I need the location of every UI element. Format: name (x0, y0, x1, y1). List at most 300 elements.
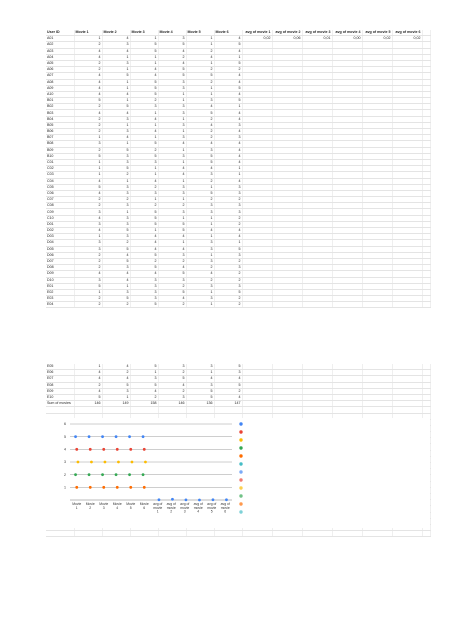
rating-cell[interactable]: 4 (158, 48, 186, 54)
avg-value-cell[interactable]: 0,00 (332, 36, 362, 42)
rating-cell[interactable]: 3 (158, 135, 186, 141)
rating-cell[interactable]: 4 (214, 234, 242, 240)
rating-cell[interactable]: 2 (214, 197, 242, 203)
user-id-cell[interactable]: B05 (46, 122, 74, 128)
rating-cell[interactable]: 2 (130, 394, 158, 400)
rating-cell[interactable]: 3 (158, 252, 186, 258)
rating-cell[interactable]: 4 (130, 234, 158, 240)
rating-cell[interactable]: 2 (214, 296, 242, 302)
user-id-cell[interactable]: B07 (46, 135, 74, 141)
rating-cell[interactable]: 5 (130, 382, 158, 388)
rating-cell[interactable]: 5 (102, 166, 130, 172)
user-id-cell[interactable]: A01 (46, 36, 74, 42)
rating-cell[interactable]: 4 (214, 73, 242, 79)
user-id-cell[interactable]: E05 (46, 364, 74, 370)
user-id-cell[interactable]: A05 (46, 60, 74, 66)
rating-cell[interactable]: 3 (186, 283, 214, 289)
rating-cell[interactable]: 4 (214, 129, 242, 135)
rating-cell[interactable]: 1 (214, 166, 242, 172)
column-header[interactable]: avg of movie 6 (392, 30, 422, 36)
rating-cell[interactable]: 4 (186, 166, 214, 172)
rating-cell[interactable]: 2 (214, 388, 242, 394)
rating-cell[interactable]: 5 (130, 85, 158, 91)
empty-cell[interactable] (46, 531, 74, 537)
rating-cell[interactable]: 2 (74, 104, 102, 110)
rating-cell[interactable]: 2 (74, 302, 102, 308)
rating-cell[interactable]: 5 (130, 221, 158, 227)
rating-cell[interactable]: 4 (102, 364, 130, 370)
rating-cell[interactable]: 2 (186, 197, 214, 203)
rating-cell[interactable]: 1 (130, 36, 158, 42)
rating-cell[interactable]: 2 (74, 42, 102, 48)
column-header[interactable]: Movie 5 (186, 30, 214, 36)
user-id-cell[interactable]: A10 (46, 91, 74, 97)
rating-cell[interactable]: 5 (158, 42, 186, 48)
rating-cell[interactable]: 3 (102, 215, 130, 221)
rating-cell[interactable]: 2 (130, 258, 158, 264)
rating-cell[interactable]: 4 (102, 376, 130, 382)
rating-cell[interactable]: 4 (74, 79, 102, 85)
rating-cell[interactable]: 4 (102, 271, 130, 277)
rating-cell[interactable]: 5 (102, 246, 130, 252)
rating-cell[interactable]: 3 (102, 153, 130, 159)
rating-cell[interactable]: 3 (130, 190, 158, 196)
rating-cell[interactable]: 4 (214, 394, 242, 400)
rating-cell[interactable]: 3 (74, 209, 102, 215)
rating-cell[interactable]: 3 (158, 394, 186, 400)
rating-cell[interactable]: 4 (102, 135, 130, 141)
rating-cell[interactable]: 2 (130, 184, 158, 190)
rating-cell[interactable]: 5 (102, 147, 130, 153)
user-id-cell[interactable]: B06 (46, 129, 74, 135)
rating-cell[interactable]: 4 (74, 48, 102, 54)
empty-cell[interactable] (392, 531, 422, 537)
empty-cell[interactable] (362, 531, 392, 537)
user-id-cell[interactable]: B09 (46, 147, 74, 153)
rating-cell[interactable]: 3 (158, 190, 186, 196)
rating-cell[interactable]: 3 (130, 296, 158, 302)
rating-cell[interactable]: 4 (158, 166, 186, 172)
rating-cell[interactable]: 1 (102, 85, 130, 91)
rating-cell[interactable]: 5 (186, 110, 214, 116)
user-id-cell[interactable]: D02 (46, 228, 74, 234)
rating-cell[interactable]: 1 (74, 159, 102, 165)
rating-cell[interactable]: 4 (130, 178, 158, 184)
rating-cell[interactable]: 4 (214, 159, 242, 165)
user-id-cell[interactable]: E02 (46, 289, 74, 295)
user-id-cell[interactable]: A03 (46, 48, 74, 54)
rating-cell[interactable]: 5 (214, 289, 242, 295)
rating-cell[interactable]: 3 (186, 258, 214, 264)
rating-cell[interactable]: 4 (158, 172, 186, 178)
rating-cell[interactable]: 2 (74, 60, 102, 66)
rating-cell[interactable]: 1 (74, 36, 102, 42)
rating-cell[interactable]: 5 (214, 98, 242, 104)
column-header[interactable]: User ID (46, 30, 74, 36)
rating-cell[interactable]: 1 (102, 178, 130, 184)
user-id-cell[interactable]: D05 (46, 246, 74, 252)
user-id-cell[interactable]: C05 (46, 184, 74, 190)
user-id-cell[interactable]: E07 (46, 376, 74, 382)
rating-cell[interactable]: 4 (214, 116, 242, 122)
avg-value-cell[interactable]: 0,02 (392, 36, 422, 42)
user-id-cell[interactable]: A02 (46, 42, 74, 48)
rating-cell[interactable]: 1 (102, 122, 130, 128)
empty-cell[interactable] (74, 531, 102, 537)
rating-cell[interactable]: 1 (186, 221, 214, 227)
sum-label-cell[interactable]: Sum of movies (46, 401, 74, 407)
rating-cell[interactable]: 1 (130, 228, 158, 234)
rating-cell[interactable]: 4 (214, 48, 242, 54)
rating-cell[interactable]: 4 (158, 60, 186, 66)
column-header[interactable]: Movie 3 (130, 30, 158, 36)
rating-cell[interactable]: 5 (102, 296, 130, 302)
rating-cell[interactable]: 2 (186, 178, 214, 184)
rating-cell[interactable]: 5 (130, 141, 158, 147)
rating-cell[interactable]: 4 (214, 376, 242, 382)
avg-value-cell[interactable]: 0,02 (242, 36, 272, 42)
rating-cell[interactable]: 3 (74, 240, 102, 246)
rating-cell[interactable]: 2 (158, 258, 186, 264)
rating-cell[interactable]: 1 (186, 234, 214, 240)
sum-cell[interactable]: 136 (186, 401, 214, 407)
rating-cell[interactable]: 5 (74, 98, 102, 104)
rating-cell[interactable]: 3 (130, 376, 158, 382)
rating-cell[interactable]: 4 (74, 376, 102, 382)
rating-cell[interactable]: 4 (74, 54, 102, 60)
rating-cell[interactable]: 1 (74, 289, 102, 295)
rating-cell[interactable]: 3 (102, 289, 130, 295)
rating-cell[interactable]: 4 (74, 228, 102, 234)
rating-cell[interactable]: 5 (186, 388, 214, 394)
column-header[interactable]: avg of movie 3 (302, 30, 332, 36)
rating-cell[interactable]: 4 (214, 141, 242, 147)
rating-cell[interactable]: 3 (102, 42, 130, 48)
rating-cell[interactable]: 4 (214, 178, 242, 184)
rating-cell[interactable]: 5 (74, 394, 102, 400)
rating-cell[interactable]: 4 (158, 296, 186, 302)
rating-cell[interactable]: 3 (130, 289, 158, 295)
rating-cell[interactable]: 3 (158, 277, 186, 283)
column-header[interactable]: avg of movie 1 (242, 30, 272, 36)
user-id-cell[interactable]: D08 (46, 265, 74, 271)
rating-cell[interactable]: 1 (130, 60, 158, 66)
rating-cell[interactable]: 5 (214, 85, 242, 91)
rating-cell[interactable]: 1 (130, 166, 158, 172)
sum-cell[interactable]: 146 (158, 401, 186, 407)
rating-cell[interactable]: 4 (214, 110, 242, 116)
rating-cell[interactable]: 5 (158, 289, 186, 295)
user-id-cell[interactable]: D10 (46, 277, 74, 283)
sum-cell[interactable]: 158 (130, 401, 158, 407)
rating-cell[interactable]: 2 (74, 116, 102, 122)
rating-cell[interactable]: 3 (130, 283, 158, 289)
rating-cell[interactable]: 1 (158, 178, 186, 184)
rating-cell[interactable]: 3 (186, 240, 214, 246)
rating-cell[interactable]: 1 (214, 172, 242, 178)
rating-cell[interactable]: 2 (214, 271, 242, 277)
rating-cell[interactable]: 3 (186, 98, 214, 104)
rating-cell[interactable]: 3 (158, 122, 186, 128)
rating-cell[interactable]: 3 (102, 234, 130, 240)
rating-cell[interactable]: 2 (158, 388, 186, 394)
rating-cell[interactable]: 2 (214, 302, 242, 308)
rating-cell[interactable]: 1 (130, 172, 158, 178)
rating-cell[interactable]: 1 (74, 234, 102, 240)
user-id-cell[interactable]: C06 (46, 190, 74, 196)
rating-cell[interactable]: 4 (102, 48, 130, 54)
rating-cell[interactable]: 2 (158, 370, 186, 376)
rating-cell[interactable]: 2 (214, 258, 242, 264)
rating-cell[interactable]: 1 (158, 240, 186, 246)
rating-cell[interactable]: 5 (74, 283, 102, 289)
rating-cell[interactable]: 2 (74, 197, 102, 203)
rating-cell[interactable]: 2 (186, 48, 214, 54)
user-id-cell[interactable]: D03 (46, 234, 74, 240)
rating-cell[interactable]: 1 (130, 197, 158, 203)
rating-cell[interactable]: 1 (186, 289, 214, 295)
user-id-cell[interactable]: D04 (46, 240, 74, 246)
rating-cell[interactable]: 4 (74, 91, 102, 97)
user-id-cell[interactable]: C08 (46, 203, 74, 209)
rating-cell[interactable]: 5 (186, 153, 214, 159)
rating-cell[interactable]: 1 (214, 104, 242, 110)
user-id-cell[interactable]: E08 (46, 382, 74, 388)
rating-cell[interactable]: 5 (186, 159, 214, 165)
rating-cell[interactable]: 2 (102, 197, 130, 203)
rating-cell[interactable]: 4 (130, 271, 158, 277)
rating-cell[interactable]: 4 (214, 228, 242, 234)
user-id-cell[interactable]: B10 (46, 153, 74, 159)
rating-cell[interactable]: 1 (186, 252, 214, 258)
rating-cell[interactable]: 1 (74, 166, 102, 172)
column-header[interactable]: avg of movie 4 (332, 30, 362, 36)
rating-cell[interactable]: 5 (74, 153, 102, 159)
rating-cell[interactable]: 2 (74, 129, 102, 135)
rating-cell[interactable]: 4 (74, 85, 102, 91)
user-id-cell[interactable]: A04 (46, 54, 74, 60)
avg-value-cell[interactable]: 0,02 (362, 36, 392, 42)
rating-cell[interactable]: 3 (186, 147, 214, 153)
rating-cell[interactable]: 2 (102, 240, 130, 246)
rating-cell[interactable]: 3 (214, 135, 242, 141)
rating-cell[interactable]: 3 (214, 209, 242, 215)
rating-cell[interactable]: 4 (186, 376, 214, 382)
rating-cell[interactable]: 3 (102, 265, 130, 271)
rating-cell[interactable]: 4 (74, 178, 102, 184)
rating-cell[interactable]: 2 (102, 172, 130, 178)
rating-cell[interactable]: 1 (158, 215, 186, 221)
rating-cell[interactable]: 1 (102, 67, 130, 73)
rating-cell[interactable]: 4 (186, 141, 214, 147)
rating-cell[interactable]: 5 (158, 221, 186, 227)
sum-cell[interactable]: 149 (102, 401, 130, 407)
user-id-cell[interactable]: B02 (46, 104, 74, 110)
rating-cell[interactable]: 4 (74, 271, 102, 277)
rating-cell[interactable]: 2 (186, 116, 214, 122)
empty-cell[interactable] (362, 302, 392, 308)
rating-cell[interactable]: 4 (186, 271, 214, 277)
user-id-cell[interactable]: C04 (46, 178, 74, 184)
rating-cell[interactable]: 5 (130, 265, 158, 271)
rating-cell[interactable]: 2 (186, 265, 214, 271)
rating-cell[interactable]: 5 (130, 209, 158, 215)
user-id-cell[interactable]: C10 (46, 215, 74, 221)
rating-cell[interactable]: 1 (158, 197, 186, 203)
rating-cell[interactable]: 4 (102, 252, 130, 258)
user-id-cell[interactable]: C07 (46, 197, 74, 203)
rating-cell[interactable]: 5 (102, 104, 130, 110)
rating-cell[interactable]: 5 (130, 91, 158, 97)
rating-cell[interactable]: 2 (74, 296, 102, 302)
rating-cell[interactable]: 2 (186, 79, 214, 85)
rating-cell[interactable]: 3 (158, 85, 186, 91)
rating-cell[interactable]: 4 (158, 382, 186, 388)
rating-cell[interactable]: 4 (130, 116, 158, 122)
rating-cell[interactable]: 1 (158, 129, 186, 135)
rating-cell[interactable]: 3 (158, 184, 186, 190)
rating-cell[interactable]: 5 (214, 246, 242, 252)
empty-cell[interactable] (332, 302, 362, 308)
user-id-cell[interactable]: B01 (46, 98, 74, 104)
rating-cell[interactable]: 2 (74, 67, 102, 73)
rating-cell[interactable]: 5 (130, 302, 158, 308)
avg-value-cell[interactable]: 0,01 (302, 36, 332, 42)
user-id-cell[interactable]: A07 (46, 73, 74, 79)
rating-cell[interactable]: 5 (158, 73, 186, 79)
rating-cell[interactable]: 4 (186, 104, 214, 110)
rating-cell[interactable]: 1 (186, 184, 214, 190)
rating-cell[interactable]: 5 (158, 376, 186, 382)
user-id-cell[interactable]: A08 (46, 79, 74, 85)
rating-cell[interactable]: 3 (102, 129, 130, 135)
rating-cell[interactable]: 3 (158, 364, 186, 370)
rating-cell[interactable]: 3 (102, 116, 130, 122)
user-id-cell[interactable]: D07 (46, 258, 74, 264)
rating-cell[interactable]: 1 (186, 302, 214, 308)
rating-cell[interactable]: 4 (74, 388, 102, 394)
rating-cell[interactable]: 2 (186, 135, 214, 141)
rating-cell[interactable]: 1 (102, 283, 130, 289)
empty-cell[interactable] (242, 531, 272, 537)
rating-cell[interactable]: 1 (130, 122, 158, 128)
rating-cell[interactable]: 4 (130, 388, 158, 394)
rating-cell[interactable]: 3 (186, 296, 214, 302)
column-header[interactable]: avg of movie 5 (362, 30, 392, 36)
rating-cell[interactable]: 4 (102, 91, 130, 97)
user-id-cell[interactable]: E01 (46, 283, 74, 289)
empty-cell[interactable] (332, 531, 362, 537)
user-id-cell[interactable]: B03 (46, 110, 74, 116)
user-id-cell[interactable]: E10 (46, 394, 74, 400)
rating-cell[interactable]: 5 (130, 42, 158, 48)
rating-cell[interactable]: 5 (102, 382, 130, 388)
rating-cell[interactable]: 3 (130, 159, 158, 165)
rating-cell[interactable]: 3 (102, 60, 130, 66)
rating-cell[interactable]: 2 (158, 54, 186, 60)
rating-cell[interactable]: 4 (102, 277, 130, 283)
rating-cell[interactable]: 2 (158, 283, 186, 289)
empty-cell[interactable] (272, 302, 302, 308)
rating-cell[interactable]: 5 (158, 228, 186, 234)
rating-cell[interactable]: 4 (130, 240, 158, 246)
rating-cell[interactable]: 3 (186, 209, 214, 215)
rating-cell[interactable]: 1 (186, 60, 214, 66)
rating-cell[interactable]: 5 (130, 364, 158, 370)
rating-cell[interactable]: 3 (74, 141, 102, 147)
rating-cell[interactable]: 5 (130, 252, 158, 258)
rating-cell[interactable]: 3 (102, 221, 130, 227)
rating-cell[interactable]: 4 (214, 153, 242, 159)
rating-cell[interactable]: 3 (214, 190, 242, 196)
avg-value-cell[interactable]: 0,06 (272, 36, 302, 42)
rating-cell[interactable]: 4 (158, 141, 186, 147)
rating-cell[interactable]: 3 (214, 184, 242, 190)
rating-cell[interactable]: 1 (214, 54, 242, 60)
user-id-cell[interactable]: A06 (46, 67, 74, 73)
rating-cell[interactable]: 4 (214, 79, 242, 85)
rating-cell[interactable]: 1 (158, 98, 186, 104)
rating-cell[interactable]: 3 (158, 104, 186, 110)
empty-cell[interactable] (158, 531, 186, 537)
rating-cell[interactable]: 3 (214, 122, 242, 128)
rating-cell[interactable]: 5 (186, 394, 214, 400)
rating-cell[interactable]: 3 (186, 246, 214, 252)
rating-cell[interactable]: 3 (74, 277, 102, 283)
rating-cell[interactable]: 2 (186, 277, 214, 283)
rating-cell[interactable]: 3 (74, 246, 102, 252)
empty-cell[interactable] (422, 302, 430, 308)
rating-cell[interactable]: 3 (158, 153, 186, 159)
empty-cell[interactable] (392, 302, 422, 308)
rating-cell[interactable]: 2 (130, 147, 158, 153)
rating-cell[interactable]: 3 (74, 221, 102, 227)
rating-cell[interactable]: 2 (186, 129, 214, 135)
rating-cell[interactable]: 1 (74, 172, 102, 178)
rating-cell[interactable]: 4 (74, 110, 102, 116)
rating-cell[interactable]: 5 (102, 228, 130, 234)
rating-cell[interactable]: 3 (158, 79, 186, 85)
empty-cell[interactable] (214, 531, 242, 537)
rating-cell[interactable]: 3 (214, 252, 242, 258)
rating-cell[interactable]: 2 (158, 203, 186, 209)
rating-cell[interactable]: 1 (102, 79, 130, 85)
rating-cell[interactable]: 4 (214, 147, 242, 153)
rating-cell[interactable]: 3 (186, 382, 214, 388)
rating-cell[interactable]: 2 (102, 302, 130, 308)
rating-cell[interactable]: 1 (186, 215, 214, 221)
rating-cell[interactable]: 2 (74, 252, 102, 258)
rating-cell[interactable]: 2 (214, 67, 242, 73)
rating-cell[interactable]: 4 (102, 110, 130, 116)
rating-cell[interactable]: 1 (102, 394, 130, 400)
rating-cell[interactable]: 4 (130, 73, 158, 79)
column-header[interactable]: Movie 4 (158, 30, 186, 36)
rating-cell[interactable]: 5 (102, 73, 130, 79)
user-id-cell[interactable]: C02 (46, 166, 74, 172)
rating-cell[interactable]: 3 (214, 370, 242, 376)
rating-cell[interactable]: 4 (214, 36, 242, 42)
rating-cell[interactable]: 3 (158, 110, 186, 116)
rating-cell[interactable]: 5 (130, 79, 158, 85)
user-id-cell[interactable]: C01 (46, 159, 74, 165)
rating-cell[interactable]: 5 (214, 60, 242, 66)
rating-cell[interactable]: 3 (102, 159, 130, 165)
user-id-cell[interactable]: E03 (46, 296, 74, 302)
rating-cell[interactable]: 1 (186, 370, 214, 376)
rating-cell[interactable]: 3 (186, 172, 214, 178)
rating-cell[interactable]: 2 (74, 258, 102, 264)
